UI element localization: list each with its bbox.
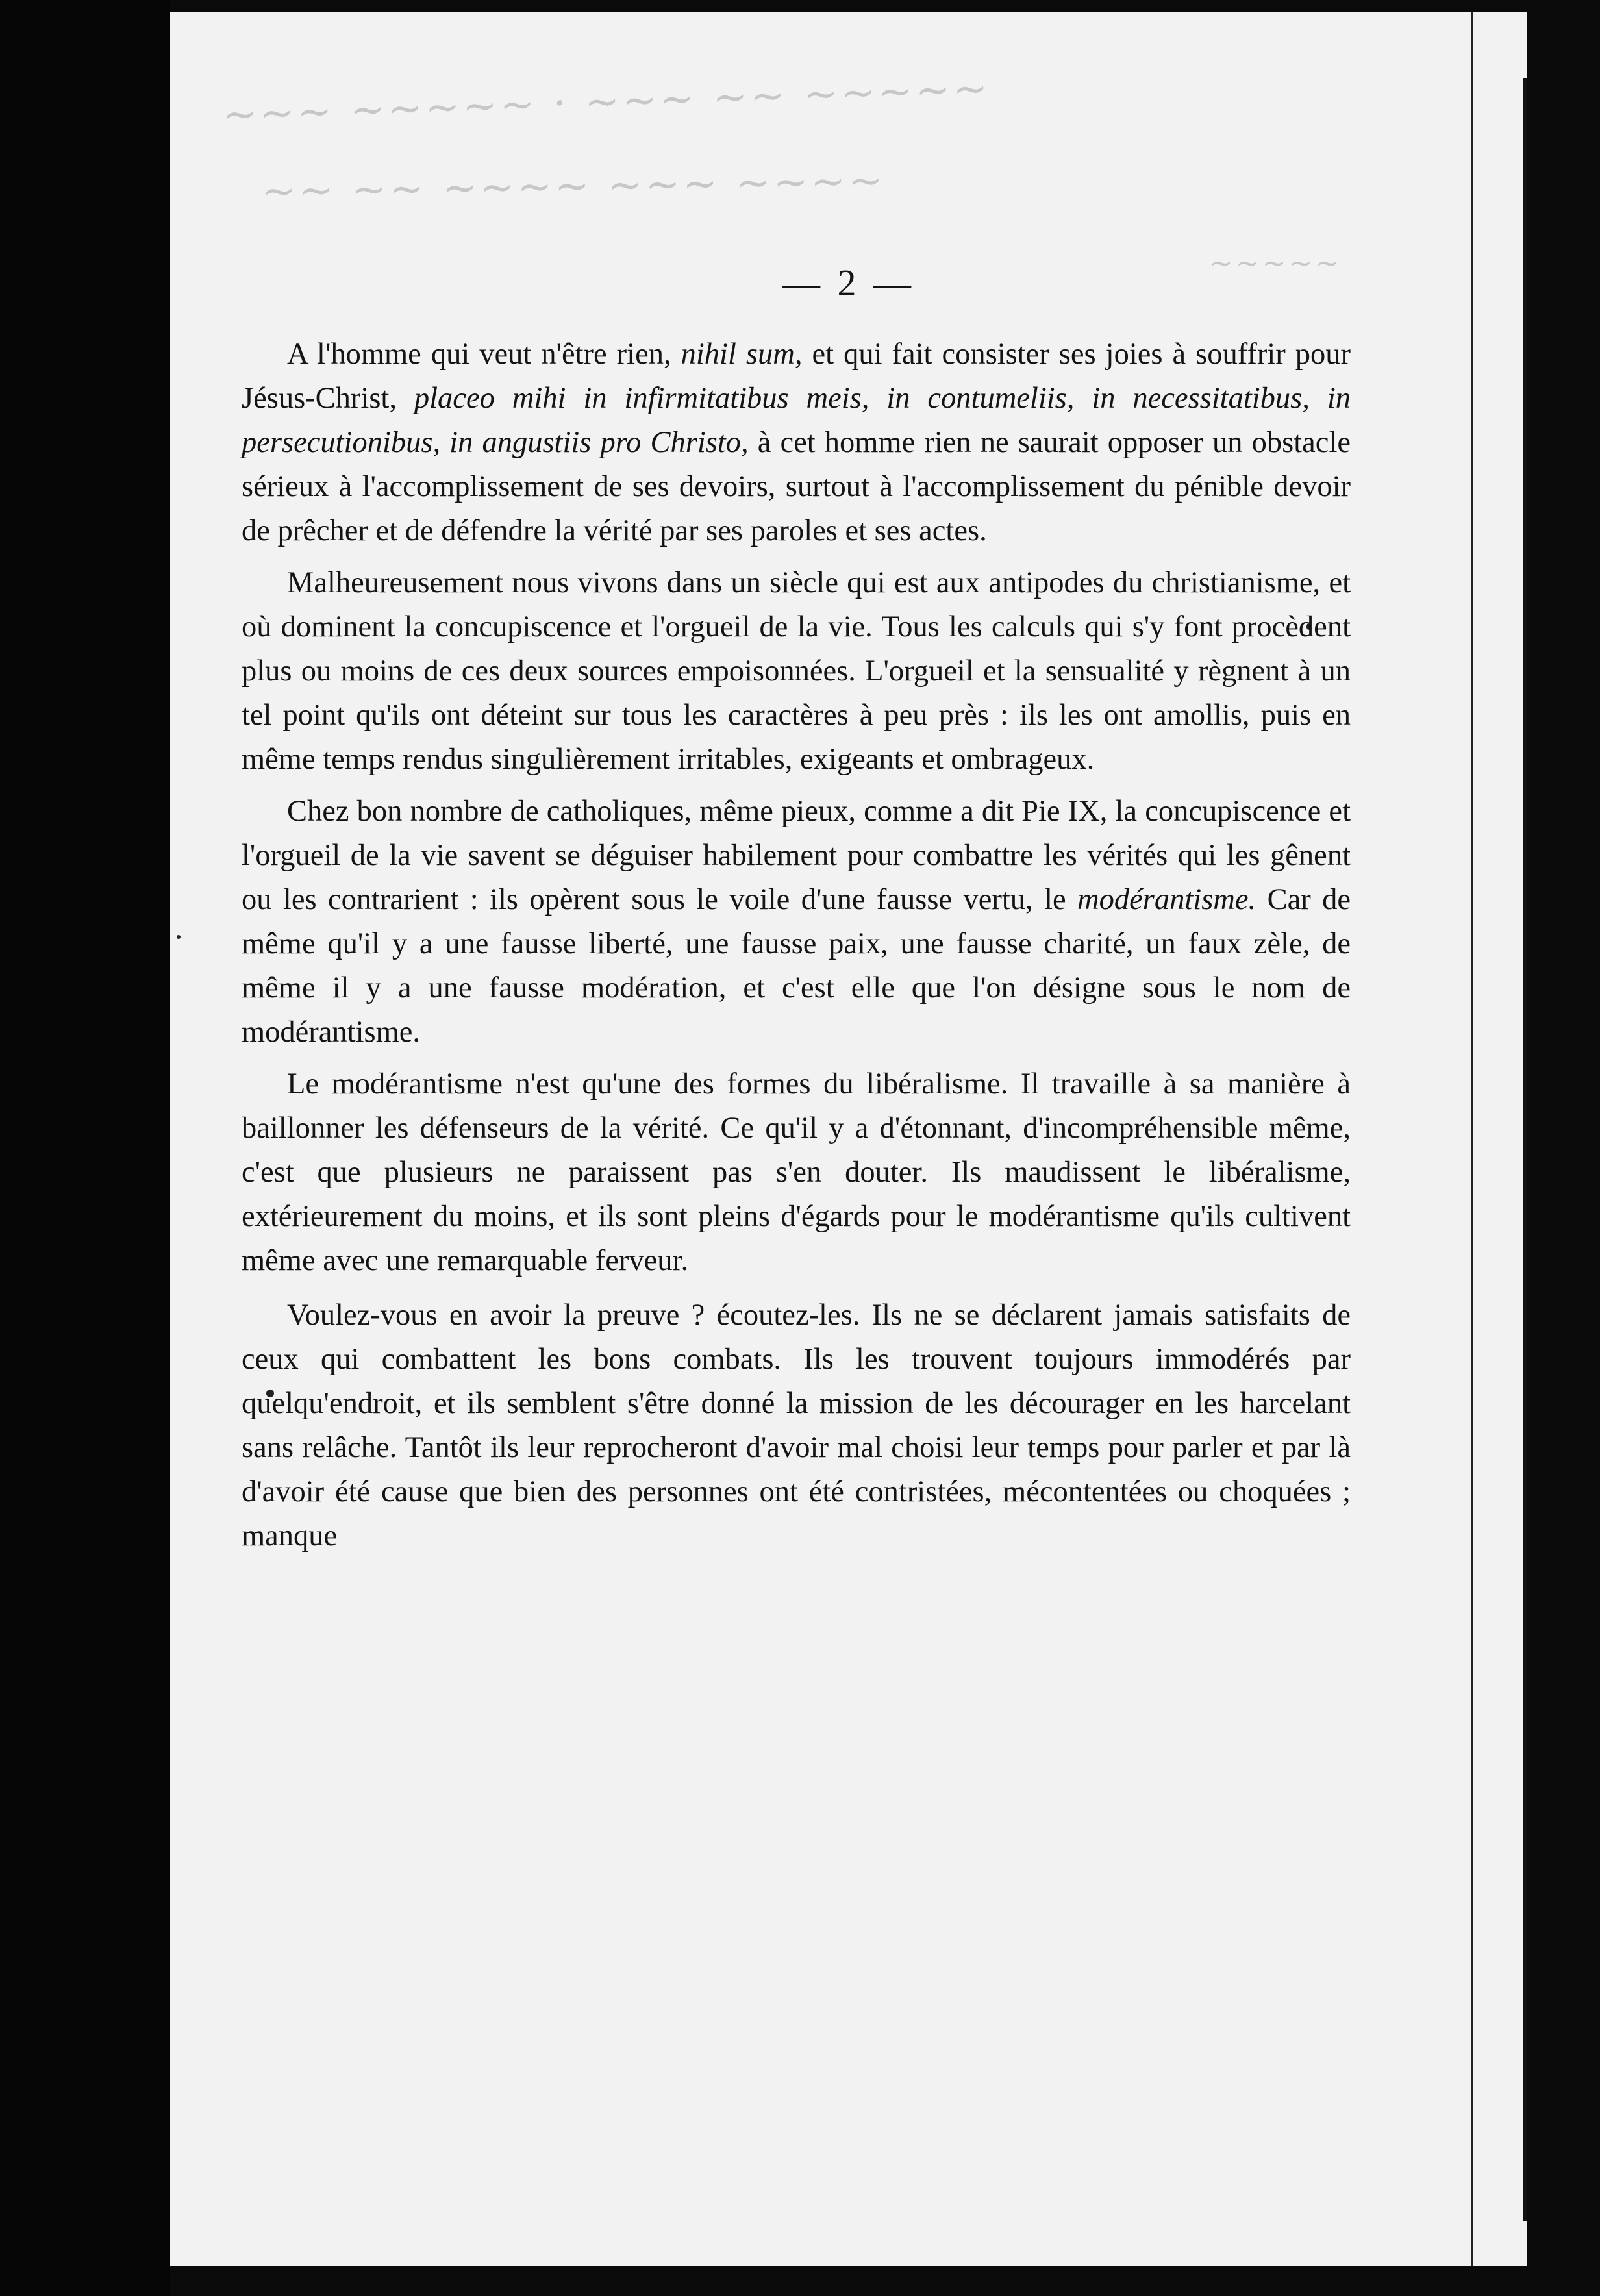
- left-scan-margin: [0, 0, 170, 2296]
- text-run: à cet homme rien ne saurait opposer un obstacle sérieux à l'accomplissement de ses devoirs, surtout à l'accomplissement du pénible devoir de prêcher et de défendre la vérité par ses paroles et ses actes.: [242, 426, 1351, 547]
- text-run: Malheureusement nous vivons dans un siècle qui est aux antipodes du christianisme, et où dominent la concupiscence et l'orgueil de la vie. Tous les calculs qui s'y font procèdent plus ou moins de ces deux sources empoisonnées. L'orgueil et la sensualité y règnent à un tel point qu'ils ont déteint sur tous les caractères à peu près : ils les ont amollis, puis en même temps rendus singulièrement irritables, exigeants et ombrageux.: [242, 566, 1351, 776]
- bleed-through-handwriting: ~~~ ~~~~~ · ~~~ ~~ ~~~~~: [221, 64, 992, 140]
- italic-text: placeo mihi in infirmitatibus meis, in contumeliis, in necessitatibus, in persecutionibus, in angustiis pro Christo,: [242, 382, 1351, 459]
- bleed-through-handwriting: ~~~~~: [1209, 247, 1342, 280]
- right-scan-margin: [1527, 0, 1600, 2296]
- text-run: A l'homme qui veut n'être rien,: [287, 338, 681, 371]
- paragraph: [242, 790, 1351, 1054]
- italic-text: nihil sum,: [681, 338, 803, 371]
- page-edge-line: [1471, 0, 1473, 2296]
- paragraph: [242, 561, 1351, 782]
- text-run: Car de même qu'il y a une fausse liberté, une fausse paix, une fausse charité, un faux zèle, de même il y a une fausse modération, et c'est elle que l'on désigne sous le nom de modérantisme.: [242, 883, 1351, 1049]
- top-scan-border: [170, 0, 1527, 12]
- text-run: Voulez-vous en avoir la preuve ? écoutez-les. Ils ne se déclarent jamais satisfaits de ceux qui combattent les bons combats. Ils les trouvent toujours immodérés par quelqu'endroit, et ils semblent s'être donné la mission de les décourager en les harcelant sans relâche. Tantôt ils leur reprocheront d'avoir mal choisi leur temps pour parler et par là d'avoir été cause que bien des personnes ont été contristées, mécontentées ou choquées ; manque: [242, 1299, 1351, 1553]
- text-run: Le modérantisme n'est qu'une des formes du libéralisme. Il travaille à sa manière à baillonner les défenseurs de la vérité. Ce qu'il y a d'étonnant, d'incompréhensible même, c'est que plusieurs ne paraissent pas s'en douter. Ils maudissent le libéralisme, extérieurement du moins, et ils sont pleins d'égards pour le modérantisme qu'ils cultivent même avec une remarquable ferveur.: [242, 1067, 1351, 1277]
- paragraph: [242, 1293, 1351, 1558]
- text-run: Chez bon nombre de catholiques, même pieux, comme a dit Pie IX, la concupiscence et l'orgueil de la vie savent se déguiser habilement pour combattre les vérités qui les gênent ou les contrarient : ils opèrent sous le voile d'une fausse vertu, le: [242, 795, 1351, 916]
- italic-text: modérantisme.: [1077, 883, 1256, 916]
- body-text: [242, 332, 1351, 1566]
- bottom-scan-border: [170, 2266, 1527, 2296]
- paragraph: [242, 332, 1351, 553]
- text-run: et qui fait consister ses joies à souffrir pour Jésus-Christ,: [242, 338, 1351, 415]
- page-number: — 2 —: [782, 262, 915, 304]
- paragraph: [242, 1062, 1351, 1283]
- bleed-through-handwriting: ~~ ~~ ~~~~ ~~~ ~~~~: [260, 156, 886, 216]
